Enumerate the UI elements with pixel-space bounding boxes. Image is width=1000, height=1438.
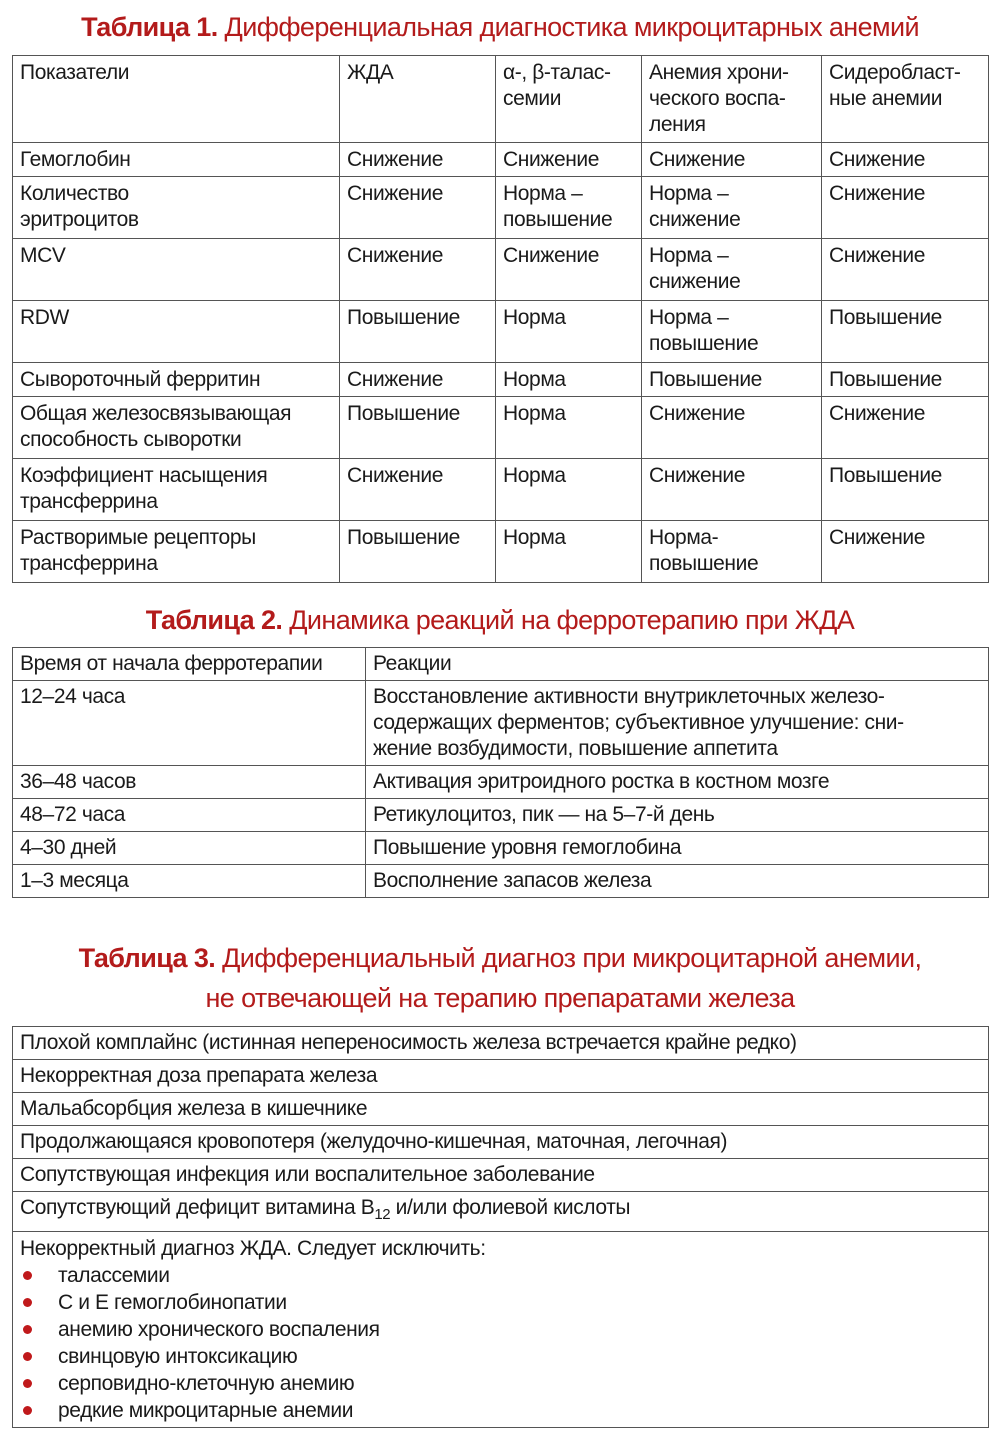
table1-title	[0, 12, 1000, 43]
table1-row	[13, 363, 989, 397]
table1-title-text: Дифференциальная диагностика микроцитарных анемий	[224, 12, 919, 42]
exclusions-intro: Некорректный диагноз ЖДА. Следует исключить:	[20, 1237, 486, 1261]
table3-cell-vitamin	[13, 1192, 989, 1232]
table2-row	[13, 681, 989, 766]
vitamin-subscript: 12	[374, 1206, 391, 1224]
table2-cell: Восстановление активности внутриклеточных железо- содержащих ферментов; субъективное улучшение: сни- жение возбудимости, повышение аппетита	[366, 681, 989, 766]
table1-cell: Снижение	[822, 397, 989, 459]
exclusion-item	[20, 1370, 982, 1397]
table1-header-cell: Анемия хрони- ческого воспа- ления	[642, 56, 822, 143]
table3-title-text-line1: Дифференциальный диагноз при микроцитарной анемии,	[222, 943, 922, 973]
table1-cell: Норма- повышение	[642, 521, 822, 583]
table1-header-cell: Показатели	[13, 56, 340, 143]
table1-cell: Норма	[496, 363, 642, 397]
table2-cell: Повышение уровня гемоглобина	[366, 832, 989, 865]
exclusion-text: C и E гемоглобинопатии	[58, 1291, 287, 1315]
table3-cell-exclusions	[13, 1232, 989, 1428]
table3-cell: Мальабсорбция железа в кишечнике	[13, 1093, 989, 1126]
table3-title-text-line2: не отвечающей на терапию препаратами железа	[205, 983, 795, 1013]
table1-cell: Снижение	[340, 239, 496, 301]
table3-row	[13, 1060, 989, 1093]
table3-row-vitamin	[13, 1192, 989, 1232]
table3-title-line2	[0, 983, 1000, 1014]
table2-row	[13, 766, 989, 799]
table1-title-lead: Таблица 1.	[81, 12, 218, 42]
table1-cell: Снижение	[642, 143, 822, 177]
table1-cell: Норма	[496, 459, 642, 521]
bullet-icon	[23, 1352, 32, 1361]
table3-title	[0, 943, 1000, 974]
table1-cell: Гемоглобин	[13, 143, 340, 177]
table3-cell: Плохой комплайнс (истинная непереносимость железа встречается крайне редко)	[13, 1027, 989, 1060]
table1-cell: Норма – повышение	[496, 177, 642, 239]
exclusion-item	[20, 1397, 982, 1424]
table1-cell: Норма	[496, 521, 642, 583]
table2	[12, 647, 989, 898]
exclusion-text: серповидно-клеточную анемию	[58, 1372, 355, 1396]
table2-title-text: Динамика реакций на ферротерапию при ЖДА	[289, 605, 855, 635]
table1-header-cell: α-, β-талас- семии	[496, 56, 642, 143]
exclusion-item	[20, 1316, 982, 1343]
table1-cell: Повышение	[822, 459, 989, 521]
table3-cell: Сопутствующая инфекция или воспалительное заболевание	[13, 1159, 989, 1192]
table2-cell: Ретикулоцитоз, пик — на 5–7-й день	[366, 799, 989, 832]
table1-cell: Снижение	[642, 397, 822, 459]
table1-cell: Повышение	[340, 301, 496, 363]
exclusion-text: анемию хронического воспаления	[58, 1318, 380, 1342]
table1-row	[13, 177, 989, 239]
table3	[12, 1026, 989, 1428]
bullet-icon	[23, 1379, 32, 1388]
exclusion-item	[20, 1343, 982, 1370]
table3-row	[13, 1126, 989, 1159]
table1-header-row	[13, 56, 989, 143]
table1-cell: Снижение	[822, 239, 989, 301]
table3-row	[13, 1159, 989, 1192]
table1-cell: Снижение	[340, 363, 496, 397]
table1	[12, 55, 989, 583]
table1-cell: Норма	[496, 301, 642, 363]
table3-body	[13, 1027, 989, 1428]
table2-row	[13, 832, 989, 865]
table2-header-cell: Реакции	[366, 648, 989, 681]
table1-cell: Норма	[496, 397, 642, 459]
table1-row	[13, 301, 989, 363]
table1-cell: Растворимые рецепторы трансферрина	[13, 521, 340, 583]
table1-body	[13, 56, 989, 583]
table1-cell: Норма – повышение	[642, 301, 822, 363]
exclusion-item	[20, 1289, 982, 1316]
table3-cell: Продолжающаяся кровопотеря (желудочно-кишечная, маточная, легочная)	[13, 1126, 989, 1159]
table1-cell: Количество эритроцитов	[13, 177, 340, 239]
table1-cell: Повышение	[822, 301, 989, 363]
table1-cell: Снижение	[822, 521, 989, 583]
table1-cell: Снижение	[822, 177, 989, 239]
table1-cell: Повышение	[340, 397, 496, 459]
table2-header-cell: Время от начала ферротерапии	[13, 648, 366, 681]
table1-cell: Норма – снижение	[642, 177, 822, 239]
vitamin-text-before: Сопутствующий дефицит витамина B	[20, 1196, 375, 1219]
table1-cell: Повышение	[340, 521, 496, 583]
table1-header-cell: Сидеробласт- ные анемии	[822, 56, 989, 143]
table1-cell: Снижение	[340, 177, 496, 239]
table1-cell: Снижение	[642, 459, 822, 521]
table1-cell: Снижение	[822, 143, 989, 177]
table2-row	[13, 865, 989, 898]
table2-cell: 1–3 месяца	[13, 865, 366, 898]
bullet-icon	[23, 1298, 32, 1307]
table2-title-lead: Таблица 2.	[145, 605, 283, 635]
table1-cell: Снижение	[340, 459, 496, 521]
table2-cell: Активация эритроидного ростка в костном мозге	[366, 766, 989, 799]
table1-cell: Общая железосвязывающая способность сыворотки	[13, 397, 340, 459]
exclusion-text: свинцовую интоксикацию	[58, 1345, 298, 1369]
table2-header-row	[13, 648, 989, 681]
table2-cell: 36–48 часов	[13, 766, 366, 799]
table1-cell: Снижение	[496, 143, 642, 177]
table1-cell: Повышение	[822, 363, 989, 397]
table1-row	[13, 521, 989, 583]
table3-row-exclusions	[13, 1232, 989, 1428]
table3-row	[13, 1027, 989, 1060]
table3-cell: Некорректная доза препарата железа	[13, 1060, 989, 1093]
table2-row	[13, 799, 989, 832]
table2-cell: 48–72 часа	[13, 799, 366, 832]
exclusion-text: талассемии	[58, 1264, 170, 1288]
exclusion-text: редкие микроцитарные анемии	[58, 1399, 354, 1423]
table1-cell: Повышение	[642, 363, 822, 397]
bullet-icon	[23, 1406, 32, 1415]
table2-cell: Восполнение запасов железа	[366, 865, 989, 898]
vitamin-text-after: и/или фолиевой кислоты	[390, 1196, 631, 1219]
table1-cell: Сывороточный ферритин	[13, 363, 340, 397]
table1-row	[13, 239, 989, 301]
table1-row	[13, 459, 989, 521]
table1-cell: Коэффициент насыщения трансферрина	[13, 459, 340, 521]
table2-cell: 12–24 часа	[13, 681, 366, 766]
table1-row	[13, 143, 989, 177]
bullet-icon	[23, 1271, 32, 1280]
exclusion-item	[20, 1262, 982, 1289]
table3-title-lead: Таблица 3.	[78, 943, 216, 973]
bullet-icon	[23, 1325, 32, 1334]
table1-cell: RDW	[13, 301, 340, 363]
table1-row	[13, 397, 989, 459]
table1-cell: Снижение	[496, 239, 642, 301]
table1-cell: Норма – снижение	[642, 239, 822, 301]
table1-header-cell: ЖДА	[340, 56, 496, 143]
table2-title	[0, 605, 1000, 636]
table3-row	[13, 1093, 989, 1126]
table1-cell: Снижение	[340, 143, 496, 177]
table2-body	[13, 648, 989, 898]
table1-cell: MCV	[13, 239, 340, 301]
table2-cell: 4–30 дней	[13, 832, 366, 865]
exclusions-list	[20, 1262, 982, 1424]
